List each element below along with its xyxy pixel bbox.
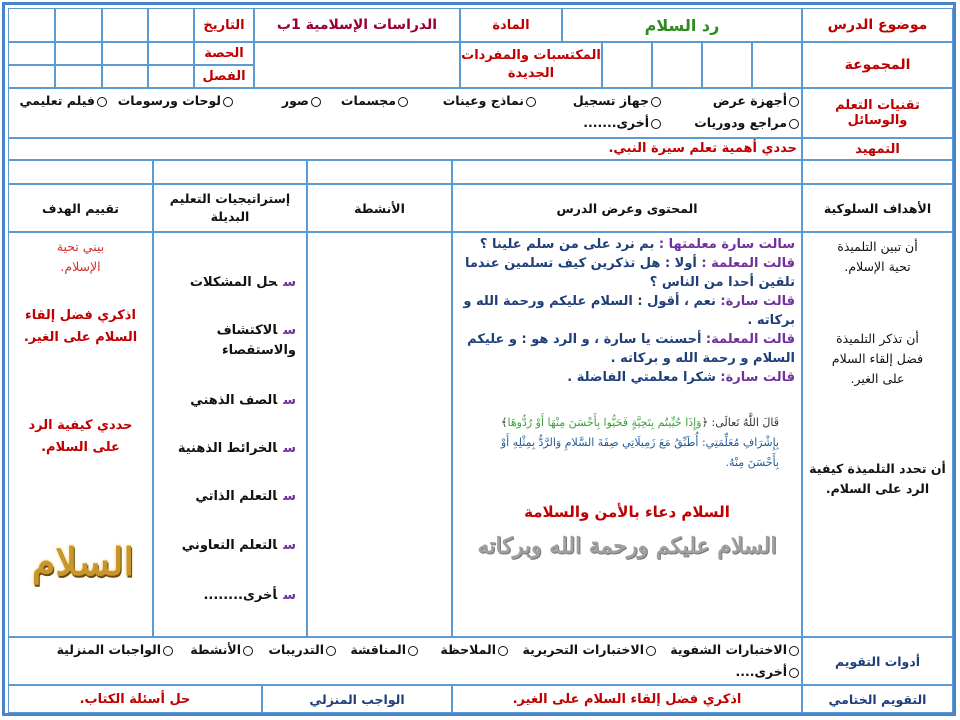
evaluation-item: بيني تحية الإسلام. [56,239,105,274]
radio-icon[interactable] [651,119,661,129]
subject-label-cell [460,8,562,42]
class-box-1 [148,65,194,88]
spacer-cell [153,160,307,184]
strategy-item[interactable]: سأخرى........ [203,588,296,603]
tools-option[interactable]: أجهزة عرض [713,93,799,108]
spacer-cell [307,160,452,184]
evaluation-header: تقييم الهدف [8,184,153,232]
salam-emblem-text: السلام [31,538,135,584]
homework-label-cell [262,685,452,713]
radio-icon[interactable] [326,646,336,656]
verse-text: وَإِذَا حُيِّيتُم بِتَحِيَّةٍ فَحَيُّوا بِأَحْسَنَ مِنْهَا أَوْ رُدُّوهَا [507,416,702,429]
objectives-cell [802,232,953,637]
tools-label-cell [802,88,953,138]
final-label: التقويم الختامي [828,691,927,707]
activities-header: الأنشطة [307,184,452,232]
objective-item: أن تبين التلميذة تحية الإسلام. [837,239,918,274]
salam-emblem [27,523,139,599]
lesson-plan-sheet [2,2,956,716]
tools-option[interactable]: مجسمات [341,93,408,108]
group-label: المجموعة [844,57,911,73]
intro-text: حددي أهمية تعلم سيرة النبي. [608,141,797,156]
period-label-cell [194,42,254,65]
radio-icon[interactable] [789,668,799,678]
radio-icon[interactable] [789,119,799,129]
date-box-4 [8,8,55,42]
group-box-4 [602,42,652,88]
strategy-marker: س [283,275,296,290]
class-box-4 [8,65,55,88]
date-label: التاريخ [203,17,245,33]
strategies-header: إستراتيجيات التعليم البديلة [153,184,307,232]
slogan-text: السلام دعاء بالأمن والسلامة [524,503,730,521]
strategy-marker: س [283,538,296,553]
spacer-cell [452,160,802,184]
tools-option[interactable]: أخرى....... [583,115,661,130]
assessment-option[interactable]: الأنشطة [190,642,253,657]
intro-text-cell [8,138,802,160]
final-label-cell [802,685,953,713]
date-box-2 [102,8,148,42]
content-cell [452,232,802,637]
dialogue-line: قالت سارة: نعم ، أقول : السلام عليكم ورحمة الله و بركاته . [463,294,795,328]
radio-icon[interactable] [498,646,508,656]
radio-icon[interactable] [398,97,408,107]
spacer-cell [8,160,153,184]
radio-icon[interactable] [789,97,799,107]
evaluation-item: اذكري فضل إلقاء السلام على الغير. [23,308,138,345]
vocab-label: المكتسبات والمفردات الجديدة [461,48,601,81]
strategies-cell [153,232,307,637]
objective-item: أن تذكر التلميذة فضل إلقاء السلام على الغير. [831,331,924,386]
vocab-label-cell [460,42,602,88]
dialogue-line: سالت سارة معلمتها : بم نرد على من سلم علينا ؟ [479,237,795,252]
strategy-item[interactable]: سالتعلم الذاتي [195,489,296,504]
strategy-marker: س [283,393,296,408]
strategy-item[interactable]: سحل المشكلات [189,275,296,290]
date-label-cell [194,8,254,42]
content-header: المحتوى وعرض الدرس [452,184,802,232]
radio-icon[interactable] [97,97,107,107]
tools-label: تقنيات التعلم والوسائل [835,98,920,128]
intro-label-cell [802,138,953,160]
group-box-1 [752,42,802,88]
objective-item: أن تحدد التلميذة كيفية الرد على السلام. [809,461,946,496]
assessment-option[interactable]: أخرى.... [735,664,799,679]
assessment-option[interactable]: الاختبارات التحريرية [522,642,656,657]
final-text: اذكري فضل إلقاء السلام على الغير. [512,691,742,707]
tools-option[interactable]: صور [282,93,321,108]
tools-option[interactable]: مراجع ودوريات [694,115,799,130]
radio-icon[interactable] [408,646,418,656]
date-box-1 [148,8,194,42]
class-label: الفصل [202,69,246,84]
group-box-3 [652,42,702,88]
period-box-1 [148,42,194,65]
spacer-cell [802,160,953,184]
period-label: الحصة [204,46,244,61]
class-box-2 [102,65,148,88]
intro-label: التمهيد [855,141,900,157]
strategy-marker: س [283,588,296,603]
strategy-item[interactable]: سالصف الذهني [190,393,296,408]
date-box-3 [55,8,102,42]
topic-label: موضوع الدرس [827,17,928,33]
tools-options-cell [8,88,802,138]
assessment-option[interactable]: التدريبات [268,642,336,657]
topic-value: رد السلام [644,15,720,35]
assessment-option[interactable]: المناقشة [350,642,418,657]
dialogue-line: قالت المعلمة : أولا : هل تذكرين كيف تسلمين عندما تلقين أحدا من الناس ؟ [464,256,795,290]
class-box-3 [55,65,102,88]
assessment-label: أدوات التقويم [834,653,921,669]
objectives-header: الأهداف السلوكية [802,184,953,232]
assessment-label-cell [802,637,953,685]
period-box-3 [55,42,102,65]
class-label-cell [194,65,254,88]
period-box-4 [8,42,55,65]
radio-icon[interactable] [223,97,233,107]
verse-line: قَالَ اللَّهُ تَعالَى: ﴿وَإِذَا حُيِّيتُم بِتَحِيَّةٍ فَحَيُّوا بِأَحْسَنَ مِنْهَا أَوْ رُدُّوهَا﴾ [501,416,779,429]
activities-cell [307,232,452,637]
tools-option[interactable]: جهاز تسجيل [573,93,661,108]
guidance-text: بِإِشْرَافِ مُعَلِّمَتِي: أُطَبِّقُ مَعَ زَمِيلَاتِي صِفَةَ السَّلامِ وَالرَّدُّ بِمِثْلِهِ أَوْ بِأَحْسَنَ مِنْهُ. [500,436,779,469]
topic-value-cell [562,8,802,42]
subject-label: المادة [492,17,530,33]
homework-text-cell [8,685,262,713]
radio-icon[interactable] [526,97,536,107]
strategy-item[interactable]: سالاكتشاف والاستقصاء [216,323,296,358]
assessment-option[interactable]: الاختبارات الشفوية [670,642,799,657]
radio-icon[interactable] [163,646,173,656]
radio-icon[interactable] [651,97,661,107]
tools-option[interactable]: فيلم تعليمي [19,93,107,108]
radio-icon[interactable] [789,646,799,656]
assessment-options-cell [8,637,802,685]
homework-label: الواجب المنزلي [309,691,405,707]
tools-option[interactable]: نماذج وعينات [443,93,536,108]
calligraphy-text: السلام عليكم ورحمة الله وبركاته [477,533,777,559]
tools-option[interactable]: لوحات ورسومات [118,93,233,108]
strategy-item[interactable]: سالتعلم التعاوني [181,538,296,553]
final-text-cell [452,685,802,713]
topic-label-cell [802,8,953,42]
homework-text: حل أسئلة الكتاب. [79,691,191,707]
assessment-option[interactable]: الملاحظة [440,642,508,657]
vocab-value-cell [254,42,460,88]
period-box-2 [102,42,148,65]
dialogue-block [461,235,795,387]
radio-icon[interactable] [646,646,656,656]
strategy-marker: س [283,441,296,456]
subject-value: الدراسات الإسلامية 1ب [276,17,438,33]
dialogue-line: قالت المعلمة: أحسنت يا سارة ، و الرد هو : و عليكم السلام و رحمة الله و بركاته . [467,332,795,366]
group-box-2 [702,42,752,88]
radio-icon[interactable] [311,97,321,107]
group-label-cell [802,42,953,88]
strategy-marker: س [283,489,296,504]
strategy-item[interactable]: سالخرائط الذهنية [177,441,296,456]
evaluation-item: حددي كيفية الرد على السلام. [28,418,133,455]
subject-value-cell [254,8,460,42]
assessment-option[interactable]: الواجبات المنزلية [57,642,173,657]
dialogue-line: قالت سارة: شكرا معلمتي الفاضلة . [567,370,795,385]
strategy-marker: س [283,323,296,338]
verse-block [491,413,779,473]
evaluation-cell [8,232,153,637]
radio-icon[interactable] [243,646,253,656]
